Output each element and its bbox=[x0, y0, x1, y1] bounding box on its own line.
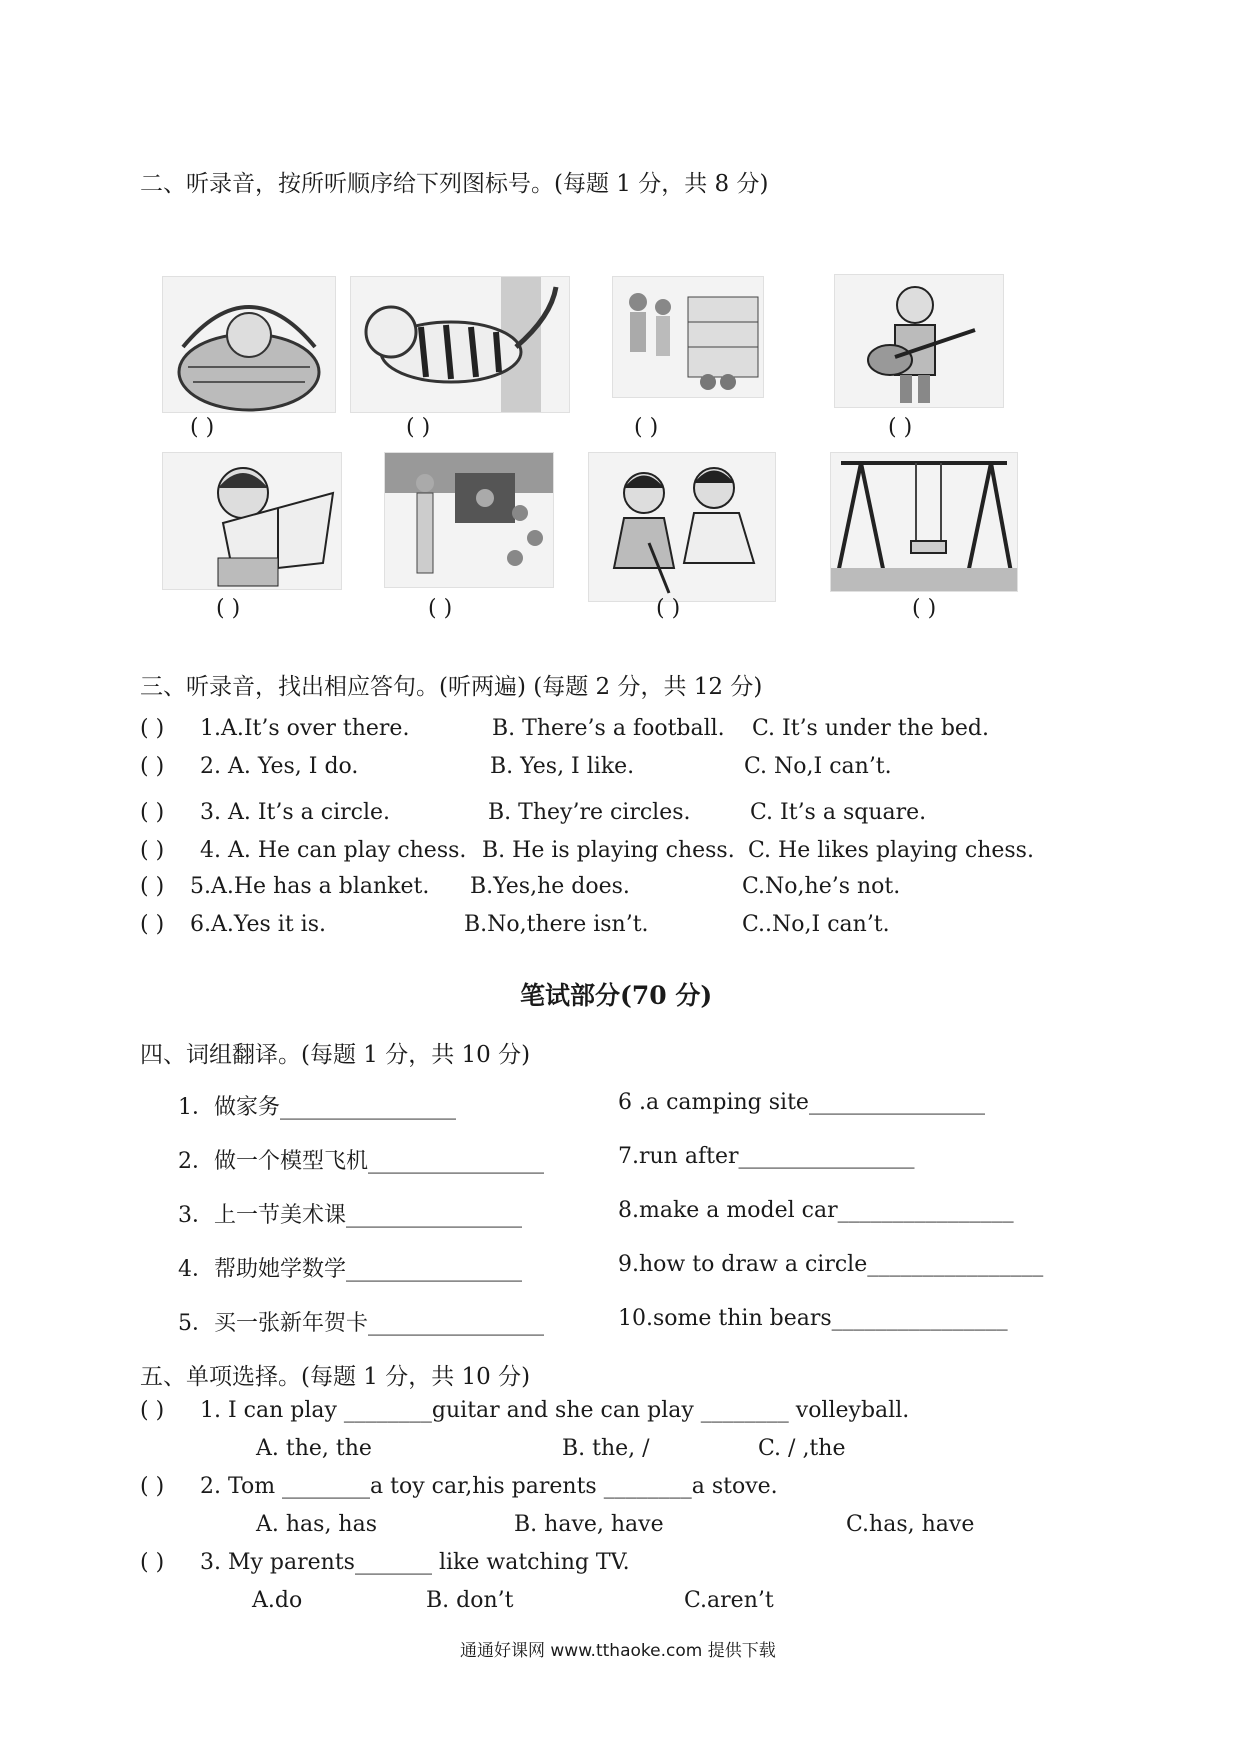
answer-paren-5[interactable]: ( ) bbox=[216, 596, 241, 621]
translate-item-4: 4．帮助她学数学________________ bbox=[178, 1257, 522, 1282]
q3-5-option-c: C.No,he’s not. bbox=[742, 874, 901, 899]
boy-guitar-picture bbox=[834, 274, 1004, 408]
translate-item-10: 10.some thin bears________________ bbox=[618, 1306, 1008, 1331]
section-2-heading: 二、听录音，按所听顺序给下列图标号。(每题 1 分，共 8 分) bbox=[140, 171, 769, 197]
q3-3-paren[interactable]: ( ) bbox=[140, 800, 165, 825]
q5-1-option-b: B. the, / bbox=[562, 1436, 650, 1461]
q3-5-option-a: 5.A.He has a blanket. bbox=[190, 874, 430, 899]
answer-paren-4[interactable]: ( ) bbox=[888, 415, 913, 440]
q3-6-option-a: 6.A.Yes it is. bbox=[190, 912, 326, 937]
answer-paren-2[interactable]: ( ) bbox=[406, 415, 431, 440]
answer-paren-3[interactable]: ( ) bbox=[634, 415, 659, 440]
q5-3-option-c: C.aren’t bbox=[684, 1588, 774, 1613]
swing-picture bbox=[830, 452, 1018, 592]
q3-3-option-c: C. It’s a square. bbox=[750, 800, 927, 825]
translate-item-1: 1．做家务________________ bbox=[178, 1095, 456, 1120]
q3-2-paren[interactable]: ( ) bbox=[140, 754, 165, 779]
q3-3-option-b: B. They’re circles. bbox=[488, 800, 691, 825]
q5-1-option-c: C. / ,the bbox=[758, 1436, 846, 1461]
q3-2-option-a: 2. A. Yes, I do. bbox=[200, 754, 359, 779]
section-4-heading: 四、词组翻译。(每题 1 分，共 10 分) bbox=[140, 1042, 531, 1068]
translate-item-3: 3．上一节美术课________________ bbox=[178, 1203, 522, 1228]
girls-sweeping-picture bbox=[588, 452, 776, 602]
translate-item-8: 8.make a model car________________ bbox=[618, 1198, 1014, 1223]
q3-5-option-b: B.Yes,he does. bbox=[470, 874, 630, 899]
q5-2-option-b: B. have, have bbox=[514, 1512, 664, 1537]
answer-paren-8[interactable]: ( ) bbox=[912, 596, 937, 621]
q3-4-paren[interactable]: ( ) bbox=[140, 838, 165, 863]
q5-2-option-c: C.has, have bbox=[846, 1512, 975, 1537]
q5-1-paren[interactable]: ( ) bbox=[140, 1398, 165, 1423]
written-part-title: 笔试部分(70 分) bbox=[520, 981, 713, 1010]
footer-text: 通通好课网 www.tthaoke.com 提供下载 bbox=[460, 1641, 776, 1661]
q3-6-paren[interactable]: ( ) bbox=[140, 912, 165, 937]
q5-1-question: 1. I can play ________guitar and she can play ________ volleyball. bbox=[200, 1398, 910, 1423]
q5-2-question: 2. Tom ________a toy car,his parents ________a stove. bbox=[200, 1474, 778, 1499]
q3-2-option-b: B. Yes, I like. bbox=[490, 754, 635, 779]
q3-4-option-a: 4. A. He can play chess. bbox=[200, 838, 467, 863]
q3-4-option-b: B. He is playing chess. bbox=[482, 838, 735, 863]
tiger-picture bbox=[350, 276, 570, 413]
q5-2-option-a: A. has, has bbox=[256, 1512, 378, 1537]
q3-1-option-c: C. It’s under the bed. bbox=[752, 716, 989, 741]
q3-3-option-a: 3. A. It’s a circle. bbox=[200, 800, 391, 825]
answer-paren-1[interactable]: ( ) bbox=[190, 415, 215, 440]
q3-6-option-c: C..No,I can’t. bbox=[742, 912, 890, 937]
translate-item-2: 2．做一个模型飞机________________ bbox=[178, 1149, 544, 1174]
q5-2-paren[interactable]: ( ) bbox=[140, 1474, 165, 1499]
translate-item-5: 5．买一张新年贺卡________________ bbox=[178, 1311, 544, 1336]
q5-3-question: 3. My parents_______ like watching TV. bbox=[200, 1550, 630, 1575]
q3-2-option-c: C. No,I can’t. bbox=[744, 754, 892, 779]
q3-5-paren[interactable]: ( ) bbox=[140, 874, 165, 899]
q5-3-paren[interactable]: ( ) bbox=[140, 1550, 165, 1575]
translate-item-9: 9.how to draw a circle________________ bbox=[618, 1252, 1044, 1277]
q3-1-paren[interactable]: ( ) bbox=[140, 716, 165, 741]
classroom-picture bbox=[384, 452, 554, 588]
section-5-heading: 五、单项选择。(每题 1 分，共 10 分) bbox=[140, 1364, 531, 1390]
q3-1-option-b: B. There’s a football. bbox=[492, 716, 725, 741]
girl-reading-picture bbox=[162, 452, 342, 590]
q3-4-option-c: C. He likes playing chess. bbox=[748, 838, 1034, 863]
section-3-heading: 三、听录音，找出相应答句。(听两遍) (每题 2 分，共 12 分) bbox=[140, 674, 763, 700]
q3-1-option-a: 1.A.It’s over there. bbox=[200, 716, 410, 741]
translate-item-7: 7.run after________________ bbox=[618, 1144, 915, 1169]
family-shopping-picture bbox=[612, 276, 764, 398]
q5-3-option-a: A.do bbox=[252, 1588, 303, 1613]
dog-in-basket-picture bbox=[162, 276, 336, 413]
q5-1-option-a: A. the, the bbox=[256, 1436, 372, 1461]
q5-3-option-b: B. don’t bbox=[426, 1588, 514, 1613]
q3-6-option-b: B.No,there isn’t. bbox=[464, 912, 649, 937]
answer-paren-6[interactable]: ( ) bbox=[428, 596, 453, 621]
translate-item-6: 6 .a camping site________________ bbox=[618, 1090, 985, 1115]
answer-paren-7[interactable]: ( ) bbox=[656, 596, 681, 621]
